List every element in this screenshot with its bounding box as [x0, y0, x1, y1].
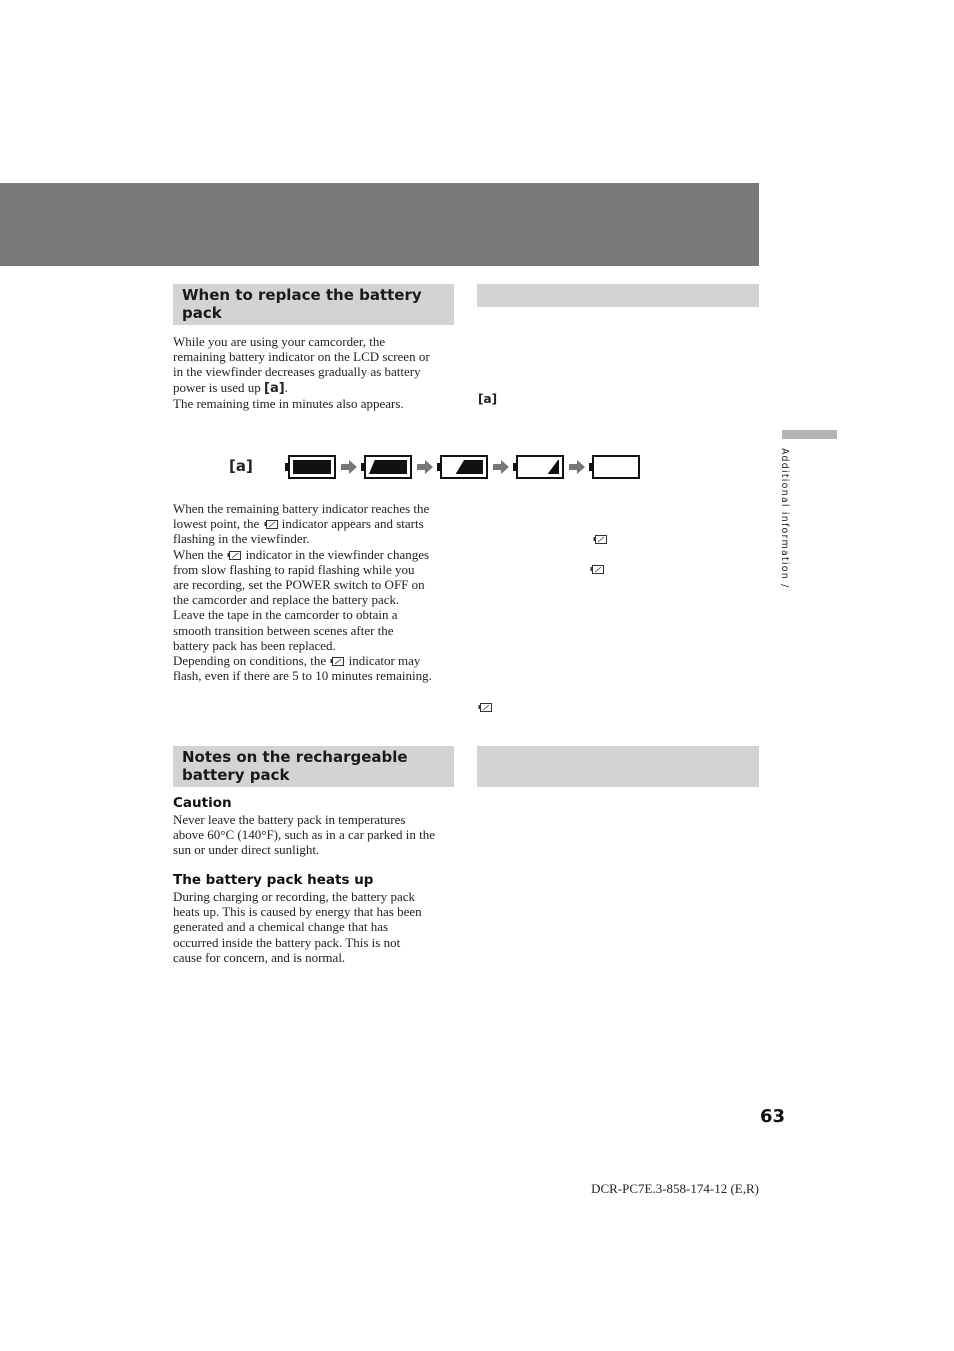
text-fragment: indicator appears and starts: [278, 516, 424, 532]
battery-level-icon: [437, 456, 487, 478]
text-fragment: power is used up: [173, 379, 264, 395]
caution-heading: Caution: [173, 795, 232, 811]
side-tab-marker: [782, 430, 837, 439]
battery-level-icon: [589, 456, 639, 478]
footer-code: DCR-PC7E.3-858-174-12 (E,R): [591, 1181, 759, 1196]
heats-up-heading: The battery pack heats up: [173, 872, 374, 888]
battery-empty-icon: [593, 535, 607, 544]
section-heading-text: When to replace the battery pack: [182, 286, 422, 322]
right-figure-reference: [a]: [478, 392, 498, 406]
text-line: smooth transition between scenes after the: [173, 622, 394, 638]
text-line: [173, 653, 463, 668]
figure-label: [a]: [229, 457, 253, 475]
page-number: 63: [760, 1106, 786, 1127]
right-section-heading-box: [477, 746, 759, 787]
battery-empty-icon: [227, 551, 241, 560]
text-fragment: Depending on conditions, the: [173, 653, 330, 669]
battery-empty-icon: [478, 703, 492, 712]
text-line: Never leave the battery pack in temperatures: [173, 812, 406, 827]
text-line: cause for concern, and is normal.: [173, 949, 346, 965]
text-line: [173, 380, 458, 396]
text-line: flashing in the viewfinder.: [173, 531, 310, 547]
section-heading-text: Notes on the rechargeable battery pack: [182, 748, 408, 784]
text-line: During charging or recording, the battery pack: [173, 889, 415, 904]
text-line: [173, 547, 463, 562]
indicator-paragraph: [173, 501, 463, 683]
text-line: The remaining time in minutes also appears.: [173, 395, 404, 411]
arrow-right-icon: [417, 460, 433, 474]
text-line: from slow flashing to rapid flashing while you: [173, 561, 415, 577]
right-section-heading-box: [477, 284, 759, 307]
battery-indicator-sequence: [280, 450, 650, 484]
heats-up-paragraph: [173, 889, 463, 965]
text-line: Leave the tape in the camcorder to obtain a: [173, 607, 398, 623]
battery-level-icon: [285, 456, 335, 478]
text-line: the camcorder and replace the battery pack.: [173, 592, 400, 608]
side-tab-label: Additional information /: [779, 448, 790, 589]
text-line: sun or under direct sunlight.: [173, 842, 320, 858]
text-line: in the viewfinder decreases gradually as battery: [173, 364, 421, 380]
arrow-right-icon: [569, 460, 585, 474]
text-line: heats up. This is caused by energy that has been: [173, 904, 422, 920]
text-fragment: lowest point, the: [173, 516, 263, 532]
text-fragment: .: [284, 379, 288, 395]
text-line: When the remaining battery indicator reaches the: [173, 501, 430, 516]
caution-paragraph: [173, 812, 463, 858]
battery-empty-icon: [590, 565, 604, 574]
section-heading-replace-battery: [173, 284, 454, 325]
text-fragment: indicator may: [345, 653, 421, 669]
text-fragment: indicator in the viewfinder changes: [242, 546, 430, 562]
text-line: battery pack has been replaced.: [173, 637, 336, 653]
figure-reference: [a]: [264, 380, 285, 396]
text-line: occurred inside the battery pack. This is not: [173, 934, 401, 950]
text-line: flash, even if there are 5 to 10 minutes remaining.: [173, 668, 432, 684]
arrow-right-icon: [493, 460, 509, 474]
battery-empty-icon: [330, 657, 344, 666]
text-line: above 60°C (140°F), such as in a car parked in the: [173, 827, 436, 843]
section-heading-notes-battery: [173, 746, 454, 787]
text-fragment: When the: [173, 546, 227, 562]
text-line: While you are using your camcorder, the: [173, 334, 386, 349]
battery-level-icon: [361, 456, 411, 478]
battery-empty-icon: [264, 520, 278, 529]
text-line: [173, 516, 463, 531]
text-line: generated and a chemical change that has: [173, 919, 389, 935]
text-line: are recording, set the POWER switch to OFF on: [173, 577, 425, 593]
arrow-right-icon: [341, 460, 357, 474]
intro-paragraph: [173, 334, 458, 411]
battery-level-icon: [513, 456, 563, 478]
chapter-header-band: [0, 183, 759, 266]
text-line: remaining battery indicator on the LCD screen or: [173, 349, 430, 365]
